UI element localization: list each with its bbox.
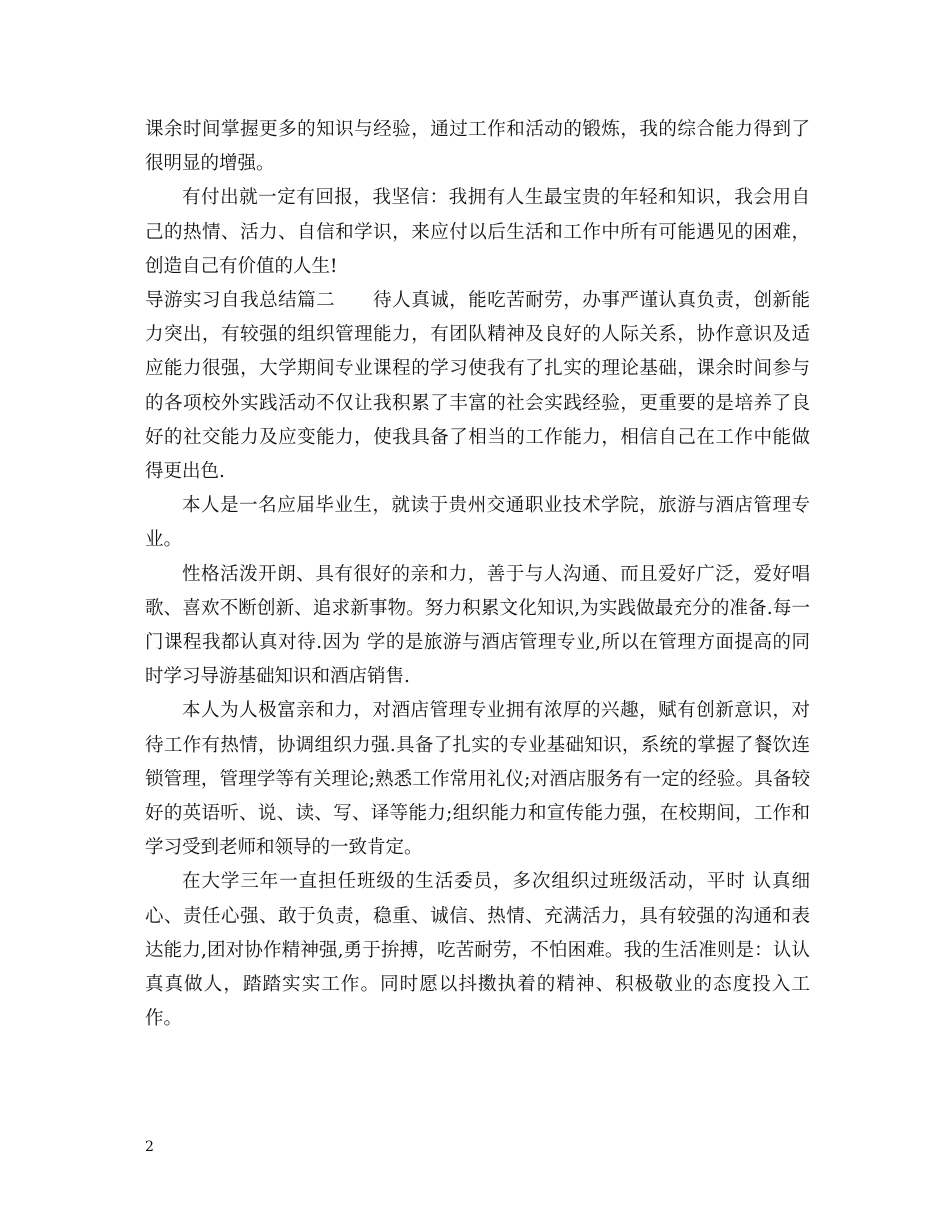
paragraph-1: 课余时间掌握更多的知识与经验，通过工作和活动的锻炼，我的综合能力得到了很明显的增强。	[145, 119, 810, 175]
paragraph-5: 性格活泼开朗、具有很好的亲和力，善于与人沟通、而且爱好广泛，爱好唱歌、喜欢不断创新、追求新事物。努力积累文化知识,为实践做最充分的准备.每一门课程我都认真对待.因为 学的是旅游与酒店管理专业,所以在管理方面提高的同时学习导游基础知识和酒店销售.	[145, 563, 810, 688]
paragraph-7: 在大学三年一直担任班级的生活委员，多次组织过班级活动，平时 认真细心、责任心强、敢于负责，稳重、诚信、热情、充满活力，具有较强的沟通和表达能力,团对协作精神强,勇于拚搏，吃苦耐劳，不怕困难。我的生活准则是：认认真真做人，踏踏实实工作。同时愿以抖擞执着的精神、积极敬业的态度投入工作。	[145, 871, 810, 1030]
page-number: 2	[145, 1139, 154, 1155]
document-body	[145, 113, 810, 1036]
paragraph-4: 本人是一名应届毕业生，就读于贵州交通职业技术学院，旅游与酒店管理专业。	[145, 495, 810, 551]
paragraph-3: 导游实习自我总结篇二 待人真诚，能吃苦耐劳，办事严谨认真负责，创新能力突出，有较强的组织管理能力，有团队精神及良好的人际关系，协作意识及适应能力很强，大学期间专业课程的学习使我有了扎实的理论基础，课余时间参与的各项校外实践活动不仅让我积累了丰富的社会实践经验，更重要的是培养了良好的社交能力及应变能力，使我具备了相当的工作能力，相信自己在工作中能做得更出色.	[145, 290, 810, 483]
paragraph-2: 有付出就一定有回报，我坚信：我拥有人生最宝贵的年轻和知识，我会用自己的热情、活力、自信和学识，来应付以后生活和工作中所有可能遇见的困难，创造自己有价值的人生!	[145, 187, 810, 277]
paragraph-6: 本人为人极富亲和力，对酒店管理专业拥有浓厚的兴趣，赋有创新意识，对待工作有热情，协调组织力强.具备了扎实的专业基础知识，系统的掌握了餐饮连锁管理，管理学等有关理论;熟悉工作常用礼仪;对酒店服务有一定的经验。具备较好的英语听、说、读、写、译等能力;组织能力和宣传能力强，在校期间，工作和学习受到老师和领导的一致肯定。	[145, 700, 810, 859]
